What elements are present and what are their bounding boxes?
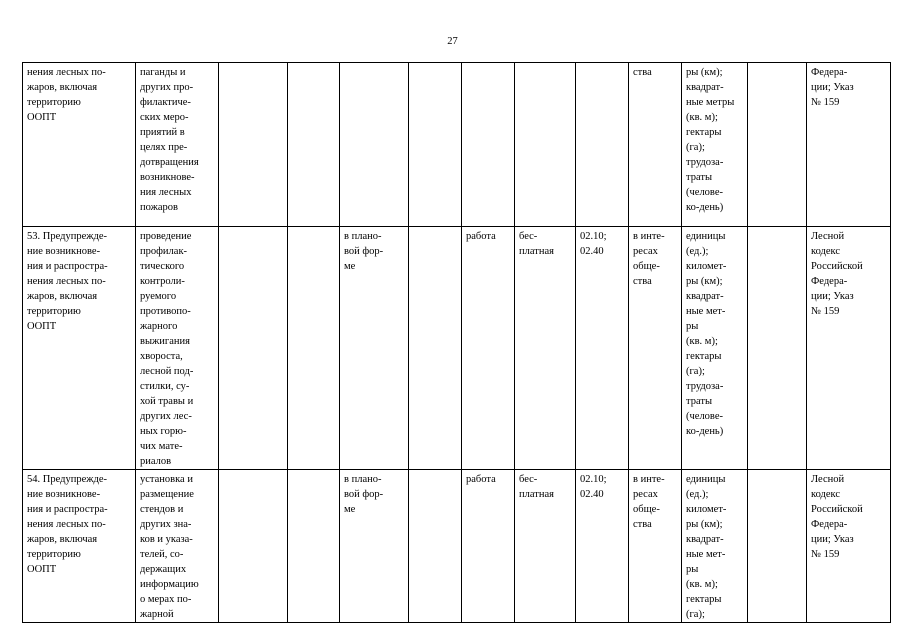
okved-cell: 02.10; 02.40 [576, 227, 629, 470]
type-cell [462, 63, 515, 227]
type-cell: работа [462, 470, 515, 623]
page-number: 27 [447, 36, 458, 47]
form-cell [340, 63, 409, 227]
form-cell: в плано- вой фор- ме [340, 227, 409, 470]
empty-cell [409, 227, 462, 470]
units-cell: единицы (ед.); километ- ры (км); квадрат- ные мет- ры (кв. м); гектары (га); [682, 470, 748, 623]
empty-cell [748, 227, 807, 470]
service-name-cell: нения лесных по- жаров, включая территорию ООПТ [23, 63, 136, 227]
payment-cell: бес- платная [515, 227, 576, 470]
service-content-cell: проведение профилак- тического контроли- руемого противопо- жарного выжигания хвороста, лесной под- стилки, су- хой травы и других лес- ных горю- чих мате- риалов [136, 227, 219, 470]
form-cell: в плано- вой фор- ме [340, 470, 409, 623]
service-content-cell: паганды и других про- филактиче- ских меро- приятий в целях пре- дотвращения возникнове- ния лесных пожаров [136, 63, 219, 227]
units-cell: единицы (ед.); километ- ры (км); квадрат- ные мет- ры (кв. м); гектары (га); трудоза- траты (челове- ко-день) [682, 227, 748, 470]
empty-cell [748, 470, 807, 623]
okved-cell [576, 63, 629, 227]
units-cell: ры (км); квадрат- ные метры (кв. м); гектары (га); трудоза- траты (челове- ко-день) [682, 63, 748, 227]
interests-cell: в инте- ресах обще- ства [629, 470, 682, 623]
type-cell: работа [462, 227, 515, 470]
interests-cell: в инте- ресах обще- ства [629, 227, 682, 470]
legal-basis-cell: Лесной кодекс Российской Федера- ции; Указ № 159 [807, 470, 891, 623]
table-row [23, 227, 891, 470]
service-name-cell: 54. Предупрежде- ние возникнове- ния и распростра- нения лесных по- жаров, включая территорию ООПТ [23, 470, 136, 623]
empty-cell [288, 470, 340, 623]
empty-cell [409, 470, 462, 623]
table-row [23, 470, 891, 623]
empty-cell [409, 63, 462, 227]
empty-cell [288, 227, 340, 470]
interests-cell: ства [629, 63, 682, 227]
okved-cell: 02.10; 02.40 [576, 470, 629, 623]
payment-cell: бес- платная [515, 470, 576, 623]
legal-basis-cell: Лесной кодекс Российской Федера- ции; Указ № 159 [807, 227, 891, 470]
service-content-cell: установка и размещение стендов и других зна- ков и указа- телей, со- держащих информацию о мерах по- жарной [136, 470, 219, 623]
services-table [22, 62, 891, 623]
empty-cell [219, 63, 288, 227]
empty-cell [219, 470, 288, 623]
empty-cell [748, 63, 807, 227]
legal-basis-cell: Федера- ции; Указ № 159 [807, 63, 891, 227]
empty-cell [288, 63, 340, 227]
service-name-cell: 53. Предупрежде- ние возникнове- ния и распростра- нения лесных по- жаров, включая территорию ООПТ [23, 227, 136, 470]
payment-cell [515, 63, 576, 227]
table-row [23, 63, 891, 227]
empty-cell [219, 227, 288, 470]
